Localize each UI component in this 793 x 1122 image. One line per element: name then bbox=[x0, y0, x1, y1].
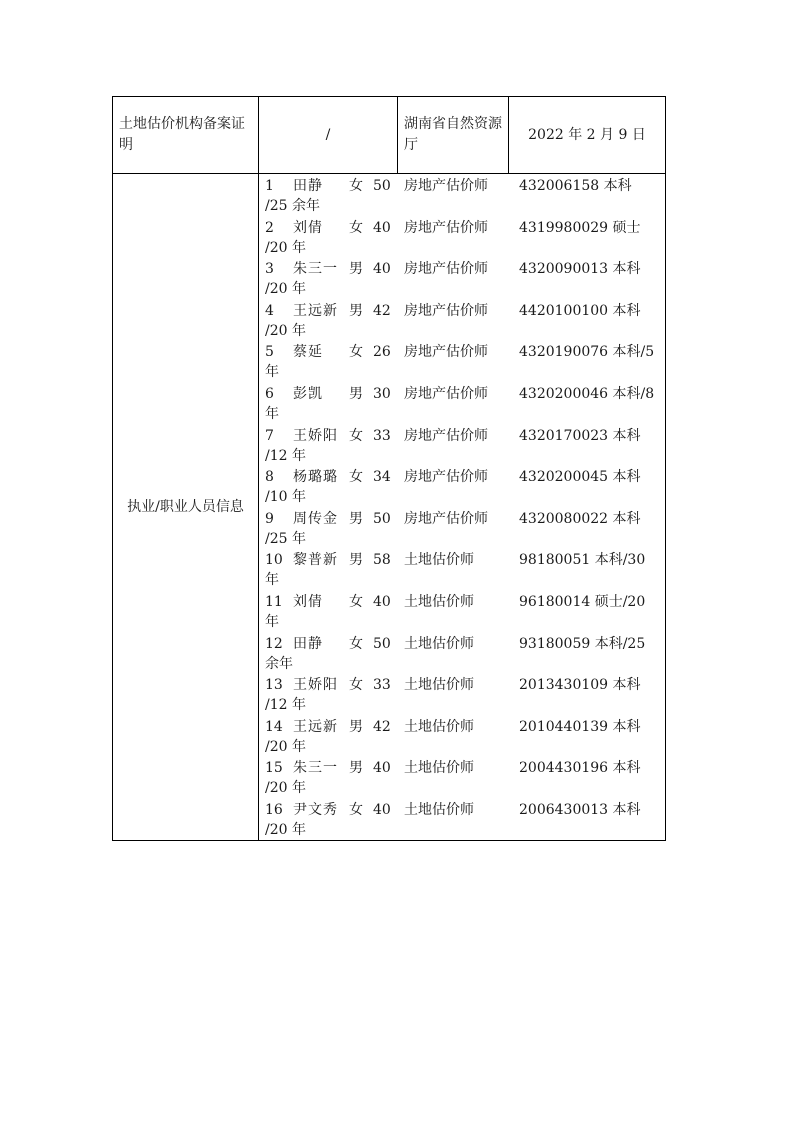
person-certificate: 2004430196 本科 bbox=[519, 760, 641, 777]
person-name: 尹文秀 bbox=[293, 801, 338, 818]
person-gender: 男 bbox=[349, 302, 363, 319]
person-certificate: 2010440139 本科 bbox=[519, 718, 641, 735]
person-certificate: 98180051 本科/30 bbox=[519, 552, 646, 569]
person-number: 16 bbox=[265, 801, 283, 818]
person-gender: 女 bbox=[349, 178, 363, 194]
filing-table bbox=[112, 96, 666, 841]
person-experience: /25 年 bbox=[265, 530, 306, 547]
person-age: 40 bbox=[373, 760, 391, 777]
person-experience: /12 年 bbox=[265, 447, 306, 464]
person-number: 4 bbox=[265, 302, 274, 319]
issuing-authority: 湖南省自然资源厅 bbox=[398, 97, 509, 174]
person-certificate: 4320200046 本科/8 bbox=[519, 385, 655, 402]
person-number: 6 bbox=[265, 385, 274, 402]
person-age: 34 bbox=[373, 469, 391, 486]
person-number: 15 bbox=[265, 760, 283, 777]
person-name: 彭凯 bbox=[293, 385, 323, 402]
person-experience: 年 bbox=[265, 613, 279, 630]
staff-person-row bbox=[259, 218, 665, 260]
person-number: 11 bbox=[265, 593, 283, 610]
person-certificate: 2006430013 本科 bbox=[519, 801, 641, 818]
person-age: 26 bbox=[373, 344, 391, 361]
person-age: 58 bbox=[373, 552, 391, 569]
person-experience: 余年 bbox=[265, 655, 293, 672]
person-age: 30 bbox=[373, 385, 391, 402]
person-name: 蔡延 bbox=[293, 344, 323, 361]
person-gender: 女 bbox=[349, 677, 363, 694]
staff-person-row bbox=[259, 342, 665, 384]
staff-person-row bbox=[259, 259, 665, 301]
person-qualification: 房地产估价师 bbox=[404, 469, 488, 486]
person-number: 2 bbox=[265, 219, 274, 236]
staff-list-cell bbox=[259, 174, 666, 841]
person-name: 杨璐璐 bbox=[293, 469, 338, 486]
person-certificate: 4319980029 硕士 bbox=[519, 219, 641, 236]
person-name: 王娇阳 bbox=[293, 677, 338, 694]
person-name: 田静 bbox=[293, 178, 323, 194]
person-qualification: 房地产估价师 bbox=[404, 510, 488, 527]
staff-person-row bbox=[259, 634, 665, 676]
person-certificate: 4320170023 本科 bbox=[519, 427, 641, 444]
person-experience: /20 年 bbox=[265, 239, 306, 256]
staff-person-row bbox=[259, 176, 665, 218]
person-experience: /20 年 bbox=[265, 821, 306, 838]
filing-number: / bbox=[259, 97, 398, 174]
staff-row bbox=[113, 174, 666, 841]
person-gender: 男 bbox=[349, 552, 363, 569]
person-gender: 女 bbox=[349, 593, 363, 610]
staff-person-row bbox=[259, 675, 665, 717]
person-number: 13 bbox=[265, 677, 283, 694]
filing-row bbox=[113, 97, 666, 174]
staff-person-row bbox=[259, 509, 665, 551]
person-qualification: 房地产估价师 bbox=[404, 178, 488, 194]
staff-person-row bbox=[259, 384, 665, 426]
person-qualification: 房地产估价师 bbox=[404, 344, 488, 361]
person-age: 33 bbox=[373, 677, 391, 694]
person-name: 周传金 bbox=[293, 510, 338, 527]
person-gender: 女 bbox=[349, 801, 363, 818]
staff-person-row bbox=[259, 800, 665, 841]
person-qualification: 房地产估价师 bbox=[404, 261, 488, 278]
person-name: 黎普新 bbox=[293, 552, 338, 569]
person-name: 刘倩 bbox=[293, 219, 323, 236]
staff-person-row bbox=[259, 758, 665, 800]
person-number: 5 bbox=[265, 344, 274, 361]
person-gender: 男 bbox=[349, 718, 363, 735]
staff-person-row bbox=[259, 301, 665, 343]
staff-person-row bbox=[259, 592, 665, 634]
person-certificate: 96180014 硕士/20 bbox=[519, 593, 646, 610]
person-number: 1 bbox=[265, 178, 274, 194]
person-number: 8 bbox=[265, 469, 274, 486]
person-age: 42 bbox=[373, 302, 391, 319]
person-certificate: 4320200045 本科 bbox=[519, 469, 641, 486]
person-experience: /20 年 bbox=[265, 780, 306, 797]
person-name: 王娇阳 bbox=[293, 427, 338, 444]
person-certificate: 4320190076 本科/5 bbox=[519, 344, 655, 361]
person-age: 40 bbox=[373, 593, 391, 610]
person-age: 33 bbox=[373, 427, 391, 444]
person-name: 王远新 bbox=[293, 302, 338, 319]
person-name: 刘倩 bbox=[293, 593, 323, 610]
staff-info-label: 执业/职业人员信息 bbox=[113, 174, 259, 841]
person-number: 14 bbox=[265, 718, 283, 735]
person-name: 朱三一 bbox=[293, 261, 338, 278]
person-age: 50 bbox=[373, 635, 391, 652]
person-number: 12 bbox=[265, 635, 283, 652]
person-certificate: 93180059 本科/25 bbox=[519, 635, 646, 652]
person-qualification: 土地估价师 bbox=[404, 635, 474, 652]
person-certificate: 2013430109 本科 bbox=[519, 677, 641, 694]
person-qualification: 房地产估价师 bbox=[404, 302, 488, 319]
person-name: 王远新 bbox=[293, 718, 338, 735]
person-age: 40 bbox=[373, 801, 391, 818]
person-gender: 男 bbox=[349, 261, 363, 278]
person-qualification: 房地产估价师 bbox=[404, 385, 488, 402]
person-age: 40 bbox=[373, 261, 391, 278]
person-gender: 男 bbox=[349, 385, 363, 402]
person-gender: 女 bbox=[349, 427, 363, 444]
person-age: 50 bbox=[373, 178, 391, 194]
person-certificate: 4420100100 本科 bbox=[519, 302, 641, 319]
person-age: 50 bbox=[373, 510, 391, 527]
person-gender: 男 bbox=[349, 510, 363, 527]
person-gender: 女 bbox=[349, 469, 363, 486]
person-qualification: 土地估价师 bbox=[404, 552, 474, 569]
person-number: 3 bbox=[265, 261, 274, 278]
person-qualification: 土地估价师 bbox=[404, 718, 474, 735]
person-gender: 女 bbox=[349, 219, 363, 236]
person-gender: 女 bbox=[349, 635, 363, 652]
staff-person-row bbox=[259, 550, 665, 592]
person-gender: 女 bbox=[349, 344, 363, 361]
person-experience: 年 bbox=[265, 405, 279, 422]
person-qualification: 土地估价师 bbox=[404, 677, 474, 694]
staff-person-row bbox=[259, 717, 665, 759]
person-qualification: 房地产估价师 bbox=[404, 427, 488, 444]
person-qualification: 土地估价师 bbox=[404, 760, 474, 777]
person-number: 9 bbox=[265, 510, 274, 527]
person-gender: 男 bbox=[349, 760, 363, 777]
person-experience: /20 年 bbox=[265, 281, 306, 298]
staff-list bbox=[259, 176, 665, 841]
person-number: 10 bbox=[265, 552, 283, 569]
person-qualification: 土地估价师 bbox=[404, 801, 474, 818]
person-certificate: 432006158 本科 bbox=[519, 178, 632, 194]
person-experience: /12 年 bbox=[265, 697, 306, 714]
person-name: 田静 bbox=[293, 635, 323, 652]
person-qualification: 房地产估价师 bbox=[404, 219, 488, 236]
person-experience: /10 年 bbox=[265, 489, 306, 506]
filing-label: 土地估价机构备案证明 bbox=[113, 97, 259, 174]
staff-person-row bbox=[259, 467, 665, 509]
person-experience: 年 bbox=[265, 572, 279, 589]
person-experience: /20 年 bbox=[265, 322, 306, 339]
person-age: 42 bbox=[373, 718, 391, 735]
person-number: 7 bbox=[265, 427, 274, 444]
person-certificate: 4320080022 本科 bbox=[519, 510, 641, 527]
staff-person-row bbox=[259, 426, 665, 468]
person-qualification: 土地估价师 bbox=[404, 593, 474, 610]
person-experience: /20 年 bbox=[265, 738, 306, 755]
person-certificate: 4320090013 本科 bbox=[519, 261, 641, 278]
person-experience: /25 余年 bbox=[265, 198, 320, 214]
person-experience: 年 bbox=[265, 364, 279, 381]
person-age: 40 bbox=[373, 219, 391, 236]
person-name: 朱三一 bbox=[293, 760, 338, 777]
filing-date: 2022 年 2 月 9 日 bbox=[509, 97, 666, 174]
